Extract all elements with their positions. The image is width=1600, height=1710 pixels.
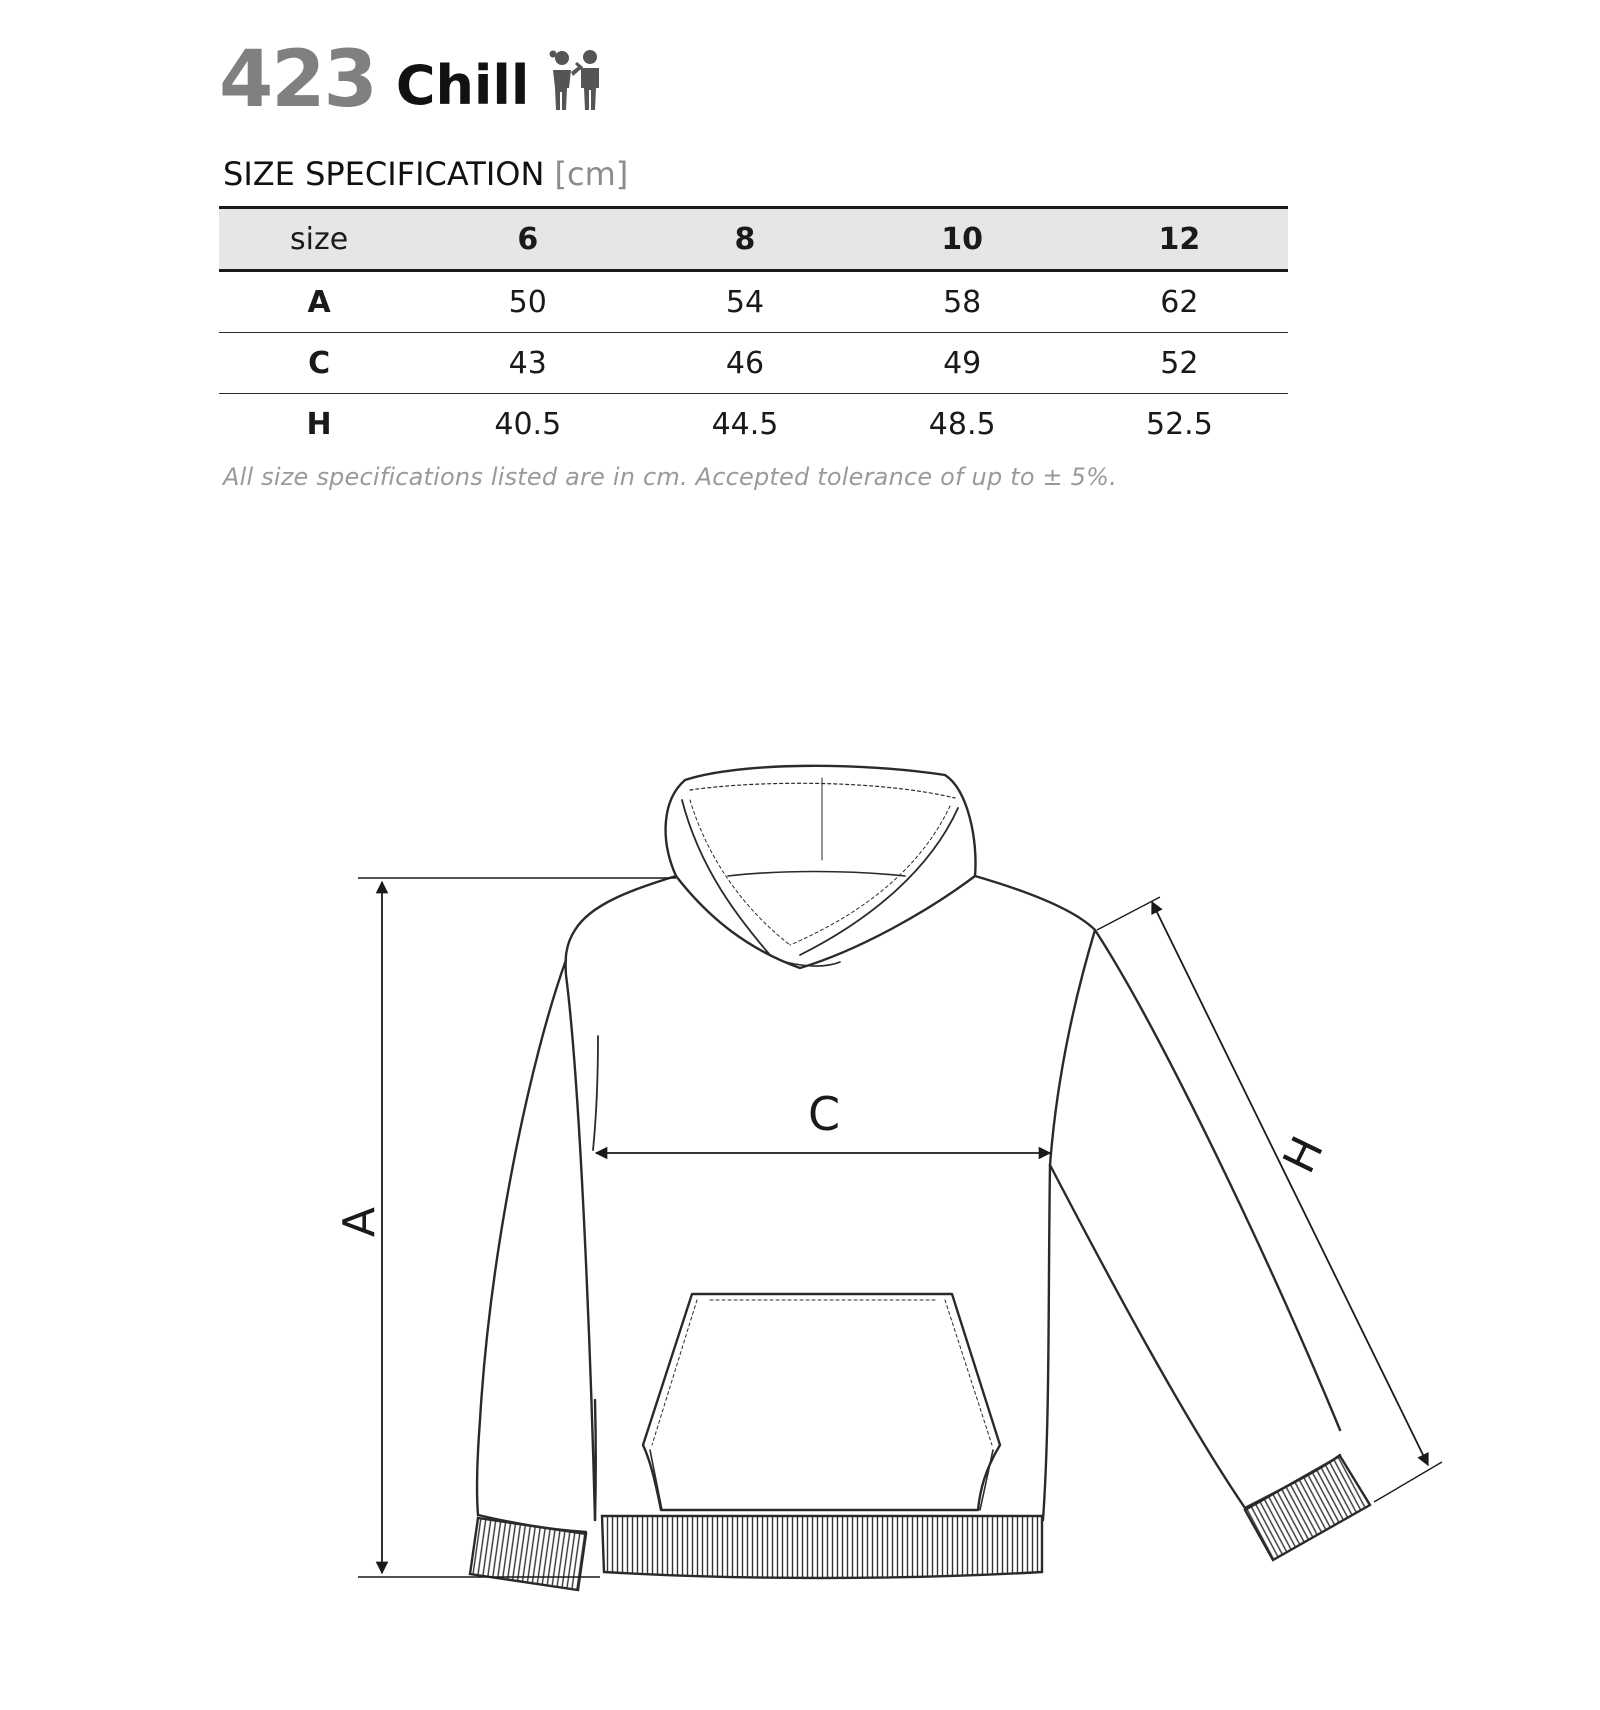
measure-h: [1097, 897, 1443, 1502]
collar: [676, 876, 975, 968]
table-cell: 62: [1071, 271, 1288, 333]
header-cell: 6: [419, 208, 636, 271]
row-label: C: [219, 333, 419, 394]
header-cell: 12: [1071, 208, 1288, 271]
sleeve-left: [477, 960, 566, 1515]
table-header-row: [219, 208, 1288, 271]
size-table: [219, 206, 1288, 454]
table-cell: 44.5: [711, 406, 779, 442]
table-cell: 43: [419, 333, 636, 394]
table-cell: 46: [636, 333, 853, 394]
spec-title: SIZE SPECIFICATION: [223, 155, 545, 193]
label-a: A: [334, 1206, 385, 1238]
table-cell: 48.5: [928, 406, 996, 442]
table-row: [219, 333, 1288, 394]
cuff-left: [470, 1518, 586, 1590]
table-cell: 40.5: [494, 406, 562, 442]
header-cell-size: size: [219, 208, 419, 271]
spec-heading: [223, 154, 628, 194]
kids-icon: [547, 48, 603, 112]
body-right: [975, 876, 1095, 1520]
spec-unit: [cm]: [554, 155, 629, 193]
table-cell: 58: [854, 271, 1071, 333]
label-h: H: [1273, 1128, 1334, 1181]
pocket: [643, 1294, 1000, 1510]
table-cell: 50: [419, 271, 636, 333]
label-c: C: [807, 1087, 841, 1141]
header-cell: 10: [854, 208, 1071, 271]
tolerance-note: All size specifications listed are in cm. Accepted tolerance of up to ± 5%.: [223, 463, 1117, 491]
model-name: Chill: [395, 54, 530, 117]
hem-rib: [602, 1516, 1042, 1578]
sleeve-right: [1095, 930, 1340, 1430]
product-header: [219, 30, 603, 125]
header-cell: 8: [636, 208, 853, 271]
table-cell: 52: [1071, 333, 1288, 394]
table-cell: 54: [636, 271, 853, 333]
hood-back: [666, 766, 976, 876]
cuff-right: [1245, 1456, 1370, 1560]
table-row: [219, 271, 1288, 333]
row-label: A: [219, 271, 419, 333]
body-left: [566, 876, 676, 1520]
hoodie-outline: [477, 766, 1340, 1532]
table-cell: 49: [854, 333, 1071, 394]
model-number: 423: [219, 35, 376, 125]
measure-a: [358, 878, 676, 1577]
row-label: H: [306, 406, 332, 442]
table-cell: 52.5: [1145, 406, 1213, 442]
table-row: [219, 394, 1288, 455]
